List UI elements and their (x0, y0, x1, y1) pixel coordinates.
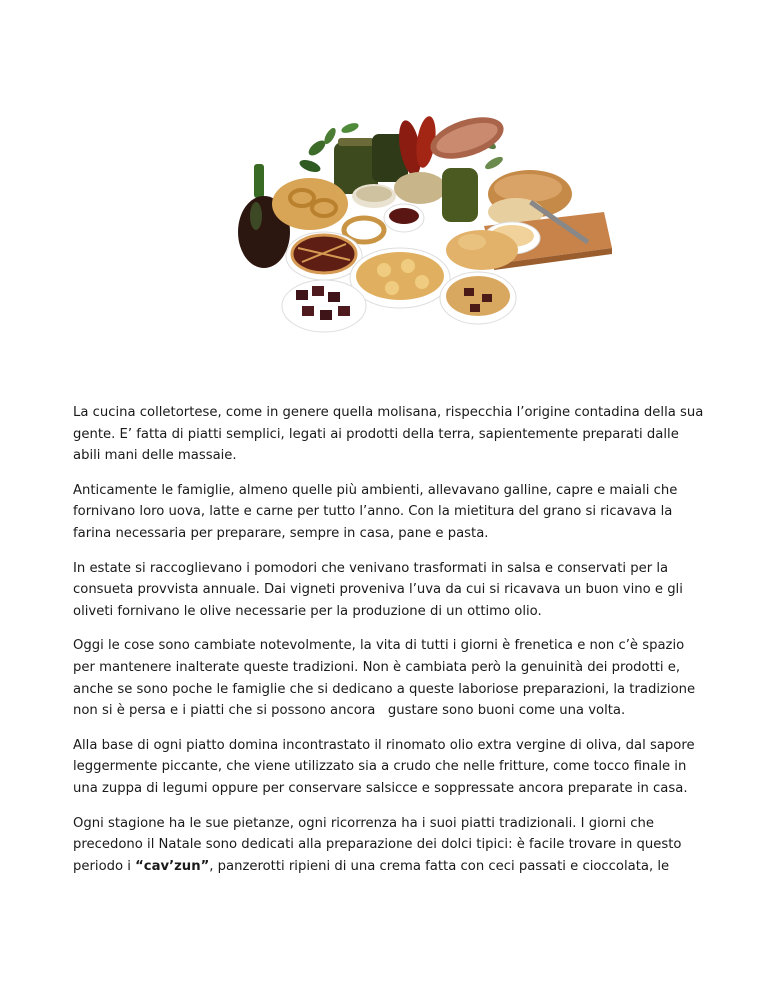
chocolate-sweets (282, 280, 366, 332)
paragraph: Oggi le cose sono cambiate notevolmente, la vita di tutti i giorni è frenetica e non c’è spazio per mantenere inalterate queste tradizioni. Non è cambiata però la genuinità dei prodotti e, anche se sono poche le famiglie che si dedicano a queste laboriose preparazioni, la tradizione non si è persa e i piatti che si possono ancora gustare sono buoni come una volta. (73, 638, 700, 719)
article-body (73, 402, 705, 890)
paragraph: Anticamente le famiglie, almeno quelle più ambienti, allevavano galline, capre e maiali che fornivano loro uova, latte e carne per tutto l’anno. Con la mietitura del grano si ricavava la farina necessaria per preparare, sempre in casa, pane e pasta. (73, 482, 678, 541)
mixed-cookies (440, 272, 516, 324)
oil-bottle (442, 168, 478, 222)
food-spread-photo (232, 108, 622, 348)
paragraph-last (73, 813, 705, 878)
paragraph: La cucina colletortese, come in genere quella molisana, rispecchia l’origine contadina della sua gente. E’ fatta di piatti semplici, legati ai prodotti della terra, sapientemente preparati dalle abili mani delle massaie. (73, 405, 704, 464)
fried-dough (446, 230, 518, 270)
bold-term: “cav’zun” (135, 858, 210, 874)
paragraph: Alla base di ogni piatto domina incontrastato il rinomato olio extra vergine di oliva, dal sapore leggermente piccante, che viene utilizzato sia a crudo che nelle fritture, come tocco finale in una zuppa di legumi oppure per conservare salsicce e soppressate ancora preparate in casa. (73, 737, 695, 796)
paragraph: In estate si raccoglievano i pomodori che venivano trasformati in salsa e conservati per la consueta provvista annuale. Dai vigneti proveniva l’uva da cui si ricavava un buon vino e gli oliveti fornivano le olive necessarie per la produzione di un ottimo olio. (73, 560, 683, 619)
paragraph-text: , panzerotti ripieni di una crema fatta con ceci passati e cioccolata, le (209, 858, 670, 874)
paragraph-text: Ogni stagione ha le sue pietanze, ogni ricorrenza ha i suoi piatti tradizionali. I giorni che precedono il Natale sono dedicati alla preparazione dei dolci tipici: è facile trovare in questo periodo i (73, 815, 682, 874)
